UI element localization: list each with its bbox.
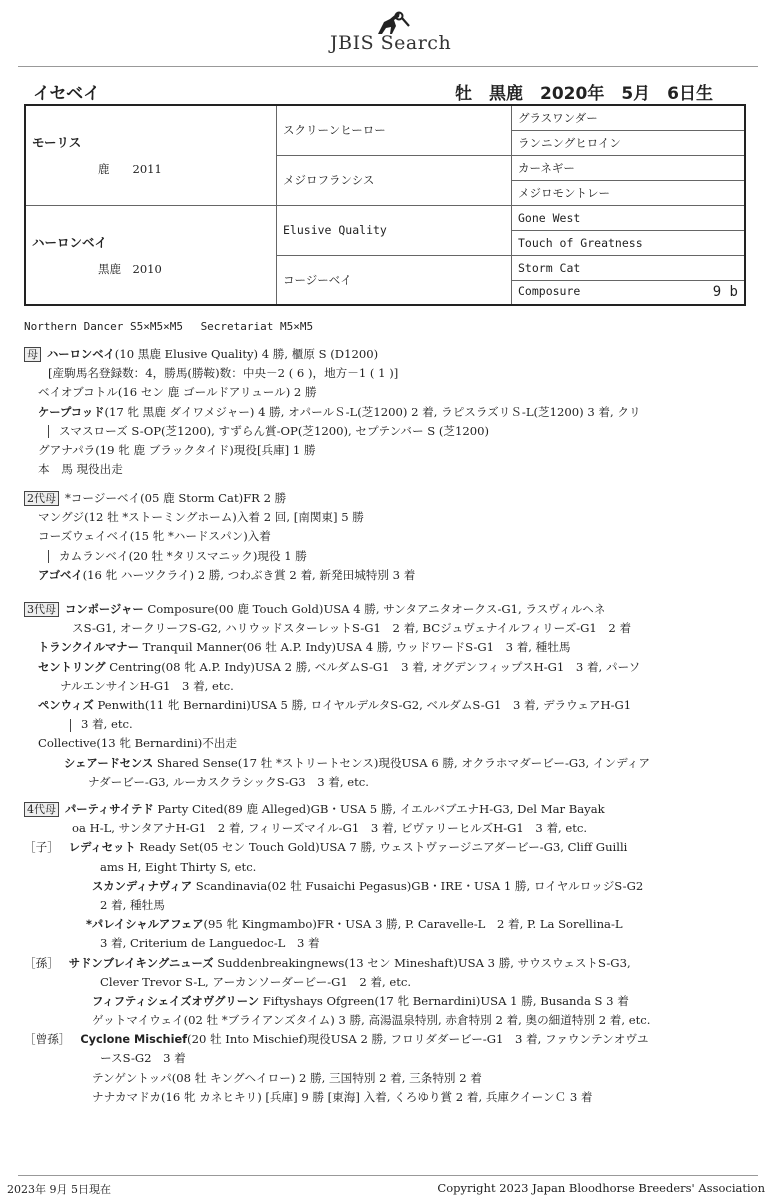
section-line [24, 403, 641, 422]
record-text: マングジ(12 牡 *ストーミングホーム)入着 2 回, [南関東] 5 勝 [38, 510, 364, 525]
record-text: カムランベイ(20 牡 *タリスマニック)現役 1 勝 [59, 548, 307, 563]
record-text: スマスローズ S-OP(芝1200), すずらん賞-OP(芝1200), セプテンバー S (芝1200) [59, 423, 489, 438]
gen2-cell[interactable]: メジロフランシス [277, 155, 512, 205]
section-line [24, 973, 650, 992]
gen3-cell[interactable]: カーネギー [512, 155, 746, 180]
gen3-cell[interactable]: Storm Cat [512, 255, 746, 280]
section-line [24, 460, 641, 479]
section-line [24, 715, 650, 734]
section-line [24, 547, 415, 566]
section-line [24, 896, 650, 915]
record-text: Shared Sense(17 牡 *ストリートセンス)現役USA 6 勝, オクラホマダービー-G3, インディア [153, 755, 650, 770]
section-line [24, 364, 641, 383]
section-line [24, 1011, 650, 1030]
record-text: コーズウェイベイ(15 牝 *ハードスパン)入着 [38, 529, 271, 544]
dam-color-year: 黒鹿 2010 [98, 261, 162, 276]
horse-link[interactable]: コンポージャー [65, 603, 144, 616]
section-line [24, 754, 650, 773]
section-line [24, 1030, 650, 1049]
sire-cell [25, 105, 277, 205]
record-text: グアナパラ(19 牝 鹿 ブラックタイド)現役[兵庫] 1 勝 [38, 442, 316, 457]
gen3-cell[interactable]: メジロモントレー [512, 180, 746, 205]
fourth-dam-section [24, 800, 650, 1107]
section-line [24, 696, 650, 715]
record-text: Tranquil Manner(06 牡 A.P. Indy)USA 4 勝, ウッドワードS-G1 3 着, 種牡馬 [138, 640, 571, 655]
section-line [24, 1069, 650, 1088]
pedigree-table [24, 104, 746, 306]
horse-link[interactable]: *パレイシャルアフェア [86, 918, 204, 932]
section-line [24, 858, 650, 877]
record-text: (20 牡 Into Mischief)現役USA 2 勝, フロリダダービー-G1 3 着, ファウンテンオヴユ [187, 1032, 649, 1047]
second-dam-section [24, 489, 415, 585]
horse-link[interactable]: スカンディナヴィア [92, 879, 193, 893]
gen2-cell[interactable]: コージーベイ [277, 255, 512, 305]
as-of-date: 2023年 9月 5日現在 [7, 1183, 111, 1196]
horse-link[interactable]: アゴベイ [38, 568, 83, 582]
relation-label: ［孫］ [24, 955, 59, 970]
section-line [24, 934, 650, 953]
record-text: スS-G1, オークリーフS-G2, ハリウッドスターレットS-G1 2 着, BCジュヴェナイルフィリーズ-G1 2 着 [72, 621, 632, 636]
header-divider [18, 66, 758, 67]
generation-tag: 3代母 [24, 602, 59, 617]
section-line [24, 422, 641, 441]
dam-cell [25, 205, 277, 305]
record-text: (16 牝 ハーツクライ) 2 勝, つわぶき賞 2 着, 新発田城特別 3 着 [82, 567, 416, 582]
record-text: Centring(08 牝 A.P. Indy)USA 2 勝, ベルダムS-G1 3 着, オグデンフィップスH-G1 3 着, パーソ [105, 659, 641, 674]
section-line [24, 527, 415, 546]
record-text: 2 着, 種牡馬 [100, 897, 165, 912]
sire-name[interactable]: モーリス [32, 135, 82, 151]
horse-link[interactable]: パーティサイテド [65, 803, 154, 816]
inbreeding-crosses: Northern Dancer S5×M5×M5 Secretariat M5×M5 [24, 320, 314, 333]
section-line [24, 508, 415, 527]
generation-tag: 4代母 [24, 802, 59, 817]
section-line [24, 992, 650, 1011]
jbis-logo[interactable] [330, 8, 470, 54]
gen3-cell [512, 280, 746, 305]
gen3-cell[interactable]: Gone West [512, 205, 746, 230]
section-line [24, 1088, 650, 1107]
generation-tag: 2代母 [24, 491, 59, 506]
record-text: Party Cited(89 鹿 Alleged)GB・USA 5 勝, イエルバブエナH-G3, Del Mar Bayak [153, 802, 605, 816]
record-text: (10 黒鹿 Elusive Quality) 4 勝, 櫃原 S (D1200) [114, 347, 379, 361]
horse-link[interactable]: サドンブレイキングニューズ [68, 956, 214, 970]
record-text: (95 牝 Kingmambo)FR・USA 3 勝, P. Caravelle-L 2 着, P. La Sorellina-L [203, 917, 623, 932]
record-text: Composure(00 鹿 Touch Gold)USA 4 勝, サンタアニタオークス-G1, ラスヴィルヘネ [143, 602, 606, 616]
section-line [24, 877, 650, 896]
section-line [24, 566, 415, 585]
copyright-text: Copyright 2023 Japan Bloodhorse Breeders' Association [437, 1181, 765, 1195]
section-line [24, 915, 650, 934]
section-line [24, 345, 641, 364]
horse-link[interactable]: トランクイルマナー [38, 641, 139, 655]
horse-name: イセベイ [33, 84, 101, 104]
family-number-badge: 9 b [712, 284, 738, 301]
section-line [24, 441, 641, 460]
section-line [24, 800, 650, 819]
section-line [24, 734, 650, 753]
sibling-bracket [48, 550, 49, 563]
generation-tag: 母 [24, 347, 41, 362]
section-line [24, 619, 650, 638]
gen2-cell[interactable]: スクリーンヒーロー [277, 105, 512, 155]
logo-text: JBIS Search [330, 32, 452, 54]
section-line [24, 383, 641, 402]
record-text: 本 馬 現役出走 [38, 462, 123, 477]
record-text: ナダービー-G3, ルーカスクラシックS-G3 3 着, etc. [88, 774, 369, 789]
relation-label: ［子］ [24, 840, 59, 855]
section-line [24, 838, 650, 857]
record-text: Fiftyshays Ofgreen(17 牝 Bernardini)USA 1 勝, Busanda S 3 着 [259, 993, 629, 1008]
record-text: 3 着, Criterium de Languedoc-L 3 着 [100, 936, 320, 951]
record-text: Penwith(11 牝 Bernardini)USA 5 勝, ロイヤルデルタS-G2, ベルダムS-G1 3 着, デラウェアH-G1 [93, 697, 632, 712]
gen3-cell[interactable]: グラスワンダー [512, 105, 746, 130]
sibling-bracket [70, 719, 71, 732]
gen3-cell[interactable]: ランニングヒロイン [512, 130, 746, 155]
record-text: Suddenbreakingnews(13 セン Mineshaft)USA 3 勝, サウスウェストS-G3, [213, 955, 631, 970]
record-text: (17 牝 黒鹿 ダイワメジャー) 4 勝, オパールＳ-L(芝1200) 2 着, ラピスラズリＳ-L(芝1200) 3 着, クリ [104, 404, 641, 419]
section-line [24, 819, 650, 838]
relation-label: ［曾孫］ [24, 1032, 71, 1047]
horse-link[interactable]: Cyclone Mischief [80, 1033, 188, 1047]
record-text: ナルエンサインH-G1 3 着, etc. [60, 678, 234, 693]
record-text: oa H-L, サンタアナH-G1 2 着, フィリーズマイル-G1 3 着, ビヴァリーヒルズH-G1 3 着, etc. [72, 821, 588, 836]
gen3-name[interactable]: Composure [518, 284, 581, 299]
record-text: ゲットマイウェイ(02 牡 *ブライアンズタイム) 3 勝, 高湯温泉特別, 赤倉特別 2 着, 奥の細道特別 2 着, etc. [92, 1013, 651, 1028]
section-line [24, 954, 650, 973]
record-text: Scandinavia(02 牡 Fusaichi Pegasus)GB・IRE・USA 1 勝, ロイヤルロッジS-G2 [192, 878, 644, 893]
section-line [24, 1049, 650, 1068]
horse-link[interactable]: セントリング [38, 660, 106, 674]
record-text: ースS-G2 3 着 [100, 1051, 186, 1066]
horse-info: 牡 黒鹿 2020年 5月 6日生 [455, 84, 713, 104]
record-text: ベイオブコトル(16 セン 鹿 ゴールドアリュール) 2 勝 [38, 385, 317, 400]
record-text: [産駒馬名登録数：4，勝馬(勝鞍)数：中央－2 ( 6 )，地方－1 ( 1 )] [48, 366, 399, 381]
sire-color-year: 鹿 2011 [98, 162, 162, 177]
record-text: 3 着, etc. [81, 717, 133, 732]
section-line [24, 489, 415, 508]
section-line [24, 773, 650, 792]
record-text: *コージーベイ(05 鹿 Storm Cat)FR 2 勝 [65, 491, 287, 505]
gen2-cell[interactable]: Elusive Quality [277, 205, 512, 255]
record-text: Collective(13 牝 Bernardini)不出走 [38, 736, 238, 751]
record-text: Clever Trevor S-L, アーカンソーダービー-G1 2 着, etc. [100, 974, 412, 989]
dam-name[interactable]: ハーロンベイ [32, 234, 108, 250]
gen3-cell[interactable]: Touch of Greatness [512, 230, 746, 255]
section-line [24, 677, 650, 696]
section-line [24, 638, 650, 657]
record-text: ナナカマドカ(16 牝 カネヒキリ) [兵庫] 9 勝 [東海] 入着, くろゆり賞 2 着, 兵庫クイーンＣ 3 着 [92, 1089, 593, 1104]
record-text: テンゲントッパ(08 牡 キングヘイロー) 2 勝, 三国特別 2 着, 三条特別 2 着 [92, 1070, 482, 1085]
section-line [24, 658, 650, 677]
horse-link[interactable]: フィフティシェイズオヴグリーン [92, 994, 260, 1008]
footer-divider [18, 1175, 758, 1176]
record-text: ams H, Eight Thirty S, etc. [100, 859, 257, 874]
horse-link[interactable]: ハーロンベイ [47, 348, 115, 361]
horse-link[interactable]: レディセット [68, 841, 136, 855]
section-line [24, 600, 650, 619]
record-text: Ready Set(05 セン Touch Gold)USA 7 勝, ウェストヴァージニアダービー-G3, Cliff Guilli [135, 840, 628, 855]
horse-link[interactable]: ケープコッド [38, 405, 105, 419]
sibling-bracket [48, 425, 49, 438]
horse-link[interactable]: ペンウィズ [38, 698, 94, 712]
horse-link[interactable]: シェアードセンス [64, 756, 154, 770]
third-dam-section [24, 600, 650, 792]
dam-section [24, 345, 641, 479]
